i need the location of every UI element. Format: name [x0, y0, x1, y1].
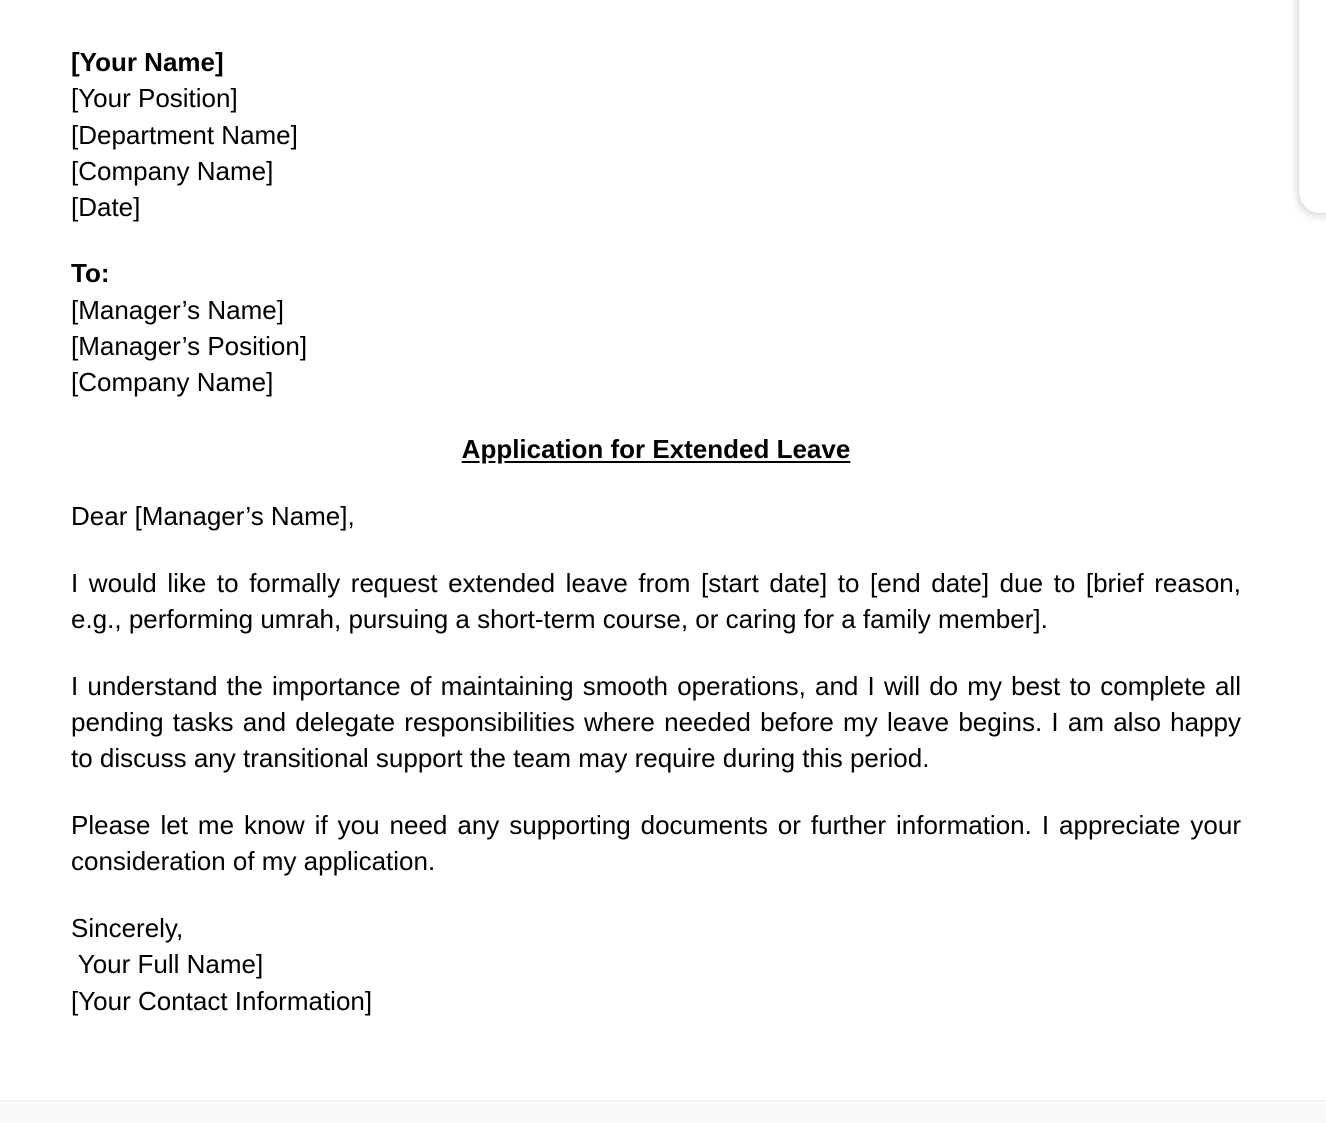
letter-title: Application for Extended Leave	[461, 433, 851, 464]
side-panel-edge	[1298, 0, 1326, 214]
sender-company: [Company Name]	[71, 155, 274, 186]
paragraph-closing: Please let me know if you need any supporting documents or further information. I appreciate your consideration of my application.	[71, 809, 1241, 876]
paragraph-handover: I understand the importance of maintaining smooth operations, and I will do my best to complete all pending tasks and delegate responsibilities where needed before my leave begins. I am also happy to discuss any transitional support the team may require during this period.	[71, 670, 1241, 773]
sender-department: [Department Name]	[71, 119, 298, 150]
sender-date: [Date]	[71, 192, 141, 223]
signer-name: Your Full Name]	[71, 949, 264, 980]
signature-block	[71, 910, 1241, 1019]
sender-position: [Your Position]	[71, 83, 238, 114]
title-row	[71, 431, 1241, 467]
sender-name: [Your Name]	[71, 47, 224, 77]
recipient-company: [Company Name]	[71, 367, 274, 398]
recipient-name: [Manager’s Name]	[71, 294, 284, 325]
page-bottom-strip	[0, 1100, 1326, 1123]
recipient-block	[71, 255, 1241, 400]
recipient-position: [Manager’s Position]	[71, 331, 308, 362]
recipient-to-label: To:	[71, 258, 110, 289]
salutation: Dear [Manager’s Name],	[71, 500, 355, 531]
sign-off: Sincerely,	[71, 912, 184, 943]
sender-block	[71, 44, 1241, 225]
signer-contact: [Your Contact Information]	[71, 985, 373, 1016]
letter-body	[71, 44, 1241, 1019]
paragraph-request: I would like to formally request extended leave from [start date] to [end date] due to [brief reason, e.g., performing umrah, pursuing a short-term course, or caring for a family member].	[71, 567, 1241, 634]
